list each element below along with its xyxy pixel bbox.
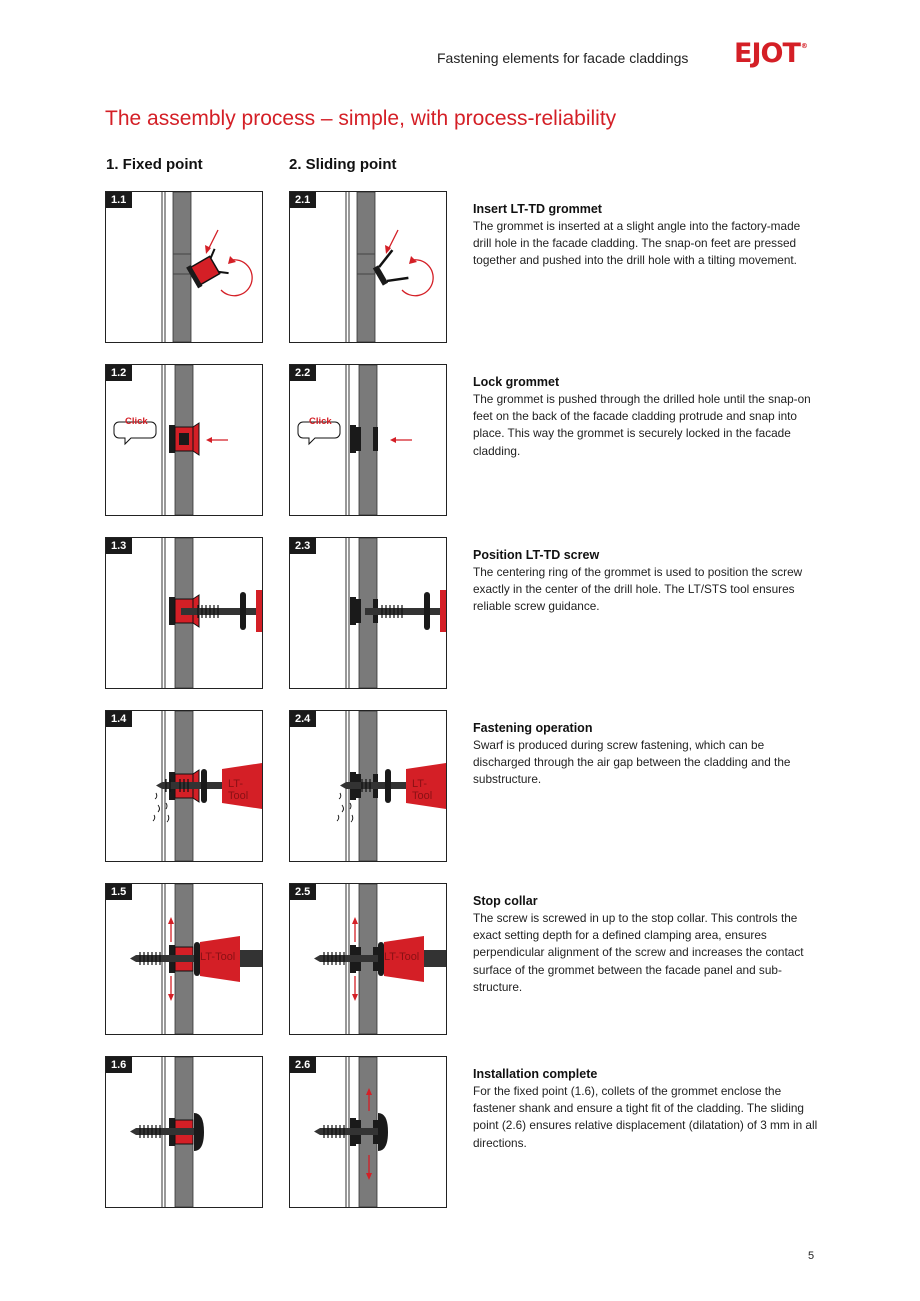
step-badge: 1.6 — [106, 1057, 132, 1073]
step-badge: 1.1 — [106, 192, 132, 208]
step-badge: 2.1 — [290, 192, 316, 208]
lock-grommet-illustration — [290, 365, 446, 515]
step-badge: 2.5 — [290, 884, 316, 900]
page-title: The assembly process – simple, with process-reliability — [105, 107, 617, 130]
tool-label: LT-Tool — [384, 951, 420, 963]
tool-label: LT-Tool — [412, 778, 433, 802]
step-badge: 2.4 — [290, 711, 316, 727]
page-number: 5 — [808, 1250, 815, 1262]
step-description: The screw is screwed in up to the stop collar. This controls the exact setting depth for a defined clamping area, ensures perpendicular alignment of the screw and increases the contact surface of the grommet between the facade panel and sub-structure. — [473, 911, 804, 994]
insert-grommet-illustration — [106, 192, 262, 342]
ejot-logo — [734, 38, 807, 69]
panel-1-5 — [105, 883, 263, 1035]
step-badge: 2.2 — [290, 365, 316, 381]
position-screw-illustration — [290, 538, 446, 688]
click-label: Click — [125, 416, 148, 427]
logo-text: EJOT — [734, 38, 800, 69]
panel-2-1 — [289, 191, 447, 343]
column-heading-sliding: 2. Sliding point — [289, 156, 397, 173]
panel-1-4 — [105, 710, 263, 862]
panel-2-6 — [289, 1056, 447, 1208]
stop-collar-illustration — [290, 884, 446, 1034]
step-badge: 1.5 — [106, 884, 132, 900]
installation-complete-illustration — [106, 1057, 262, 1207]
stop-collar-illustration — [106, 884, 262, 1034]
step-title: Lock grommet — [473, 375, 560, 389]
step-title: Position LT-TD screw — [473, 548, 600, 562]
step-description: The grommet is inserted at a slight angle into the factory-made drill hole in the facade cladding. The snap-on feet are pressed together and pushed into the drill hole with a tilting movement. — [473, 219, 801, 268]
step-badge: 2.3 — [290, 538, 316, 554]
step-title: Installation complete — [473, 1067, 598, 1081]
step-title: Stop collar — [473, 894, 538, 908]
header-text: Fastening elements for facade claddings — [437, 50, 689, 66]
step-badge: 1.4 — [106, 711, 132, 727]
step-title: Fastening operation — [473, 721, 593, 735]
click-label: Click — [309, 416, 332, 427]
column-heading-fixed: 1. Fixed point — [106, 156, 203, 173]
step-description: The centering ring of the grommet is used to position the screw exactly in the center of the drill hole. The LT/STS tool ensures reliable screw guidance. — [473, 565, 803, 614]
insert-grommet-illustration — [290, 192, 446, 342]
step-badge: 1.3 — [106, 538, 132, 554]
step-title: Insert LT-TD grommet — [473, 202, 602, 216]
panel-1-1 — [105, 191, 263, 343]
step-badge: 2.6 — [290, 1057, 316, 1073]
position-screw-illustration — [106, 538, 262, 688]
panel-1-6 — [105, 1056, 263, 1208]
step-description: The grommet is pushed through the drilled hole until the snap-on feet on the back of the facade cladding protrude and snap into place. This way the grommet is securely locked in the facade cladding. — [473, 392, 811, 458]
panel-2-5 — [289, 883, 447, 1035]
installation-complete-illustration — [290, 1057, 446, 1207]
panel-1-3 — [105, 537, 263, 689]
lock-grommet-illustration — [106, 365, 262, 515]
step-badge: 1.2 — [106, 365, 132, 381]
panel-2-4 — [289, 710, 447, 862]
step-description: Swarf is produced during screw fastening, which can be discharged through the air gap between the cladding and the substructure. — [473, 738, 791, 787]
panel-2-2 — [289, 364, 447, 516]
tool-label: LT-Tool — [228, 778, 249, 802]
registered-mark: ® — [800, 42, 808, 50]
panel-1-2 — [105, 364, 263, 516]
panel-2-3 — [289, 537, 447, 689]
tool-label: LT-Tool — [200, 951, 236, 963]
step-description: For the fixed point (1.6), collets of the grommet enclose the fastener shank and ensure a tight fit of the cladding. The sliding point (2.6) ensures relative displacement (dilatation) of 3 mm in all directions. — [473, 1084, 818, 1150]
